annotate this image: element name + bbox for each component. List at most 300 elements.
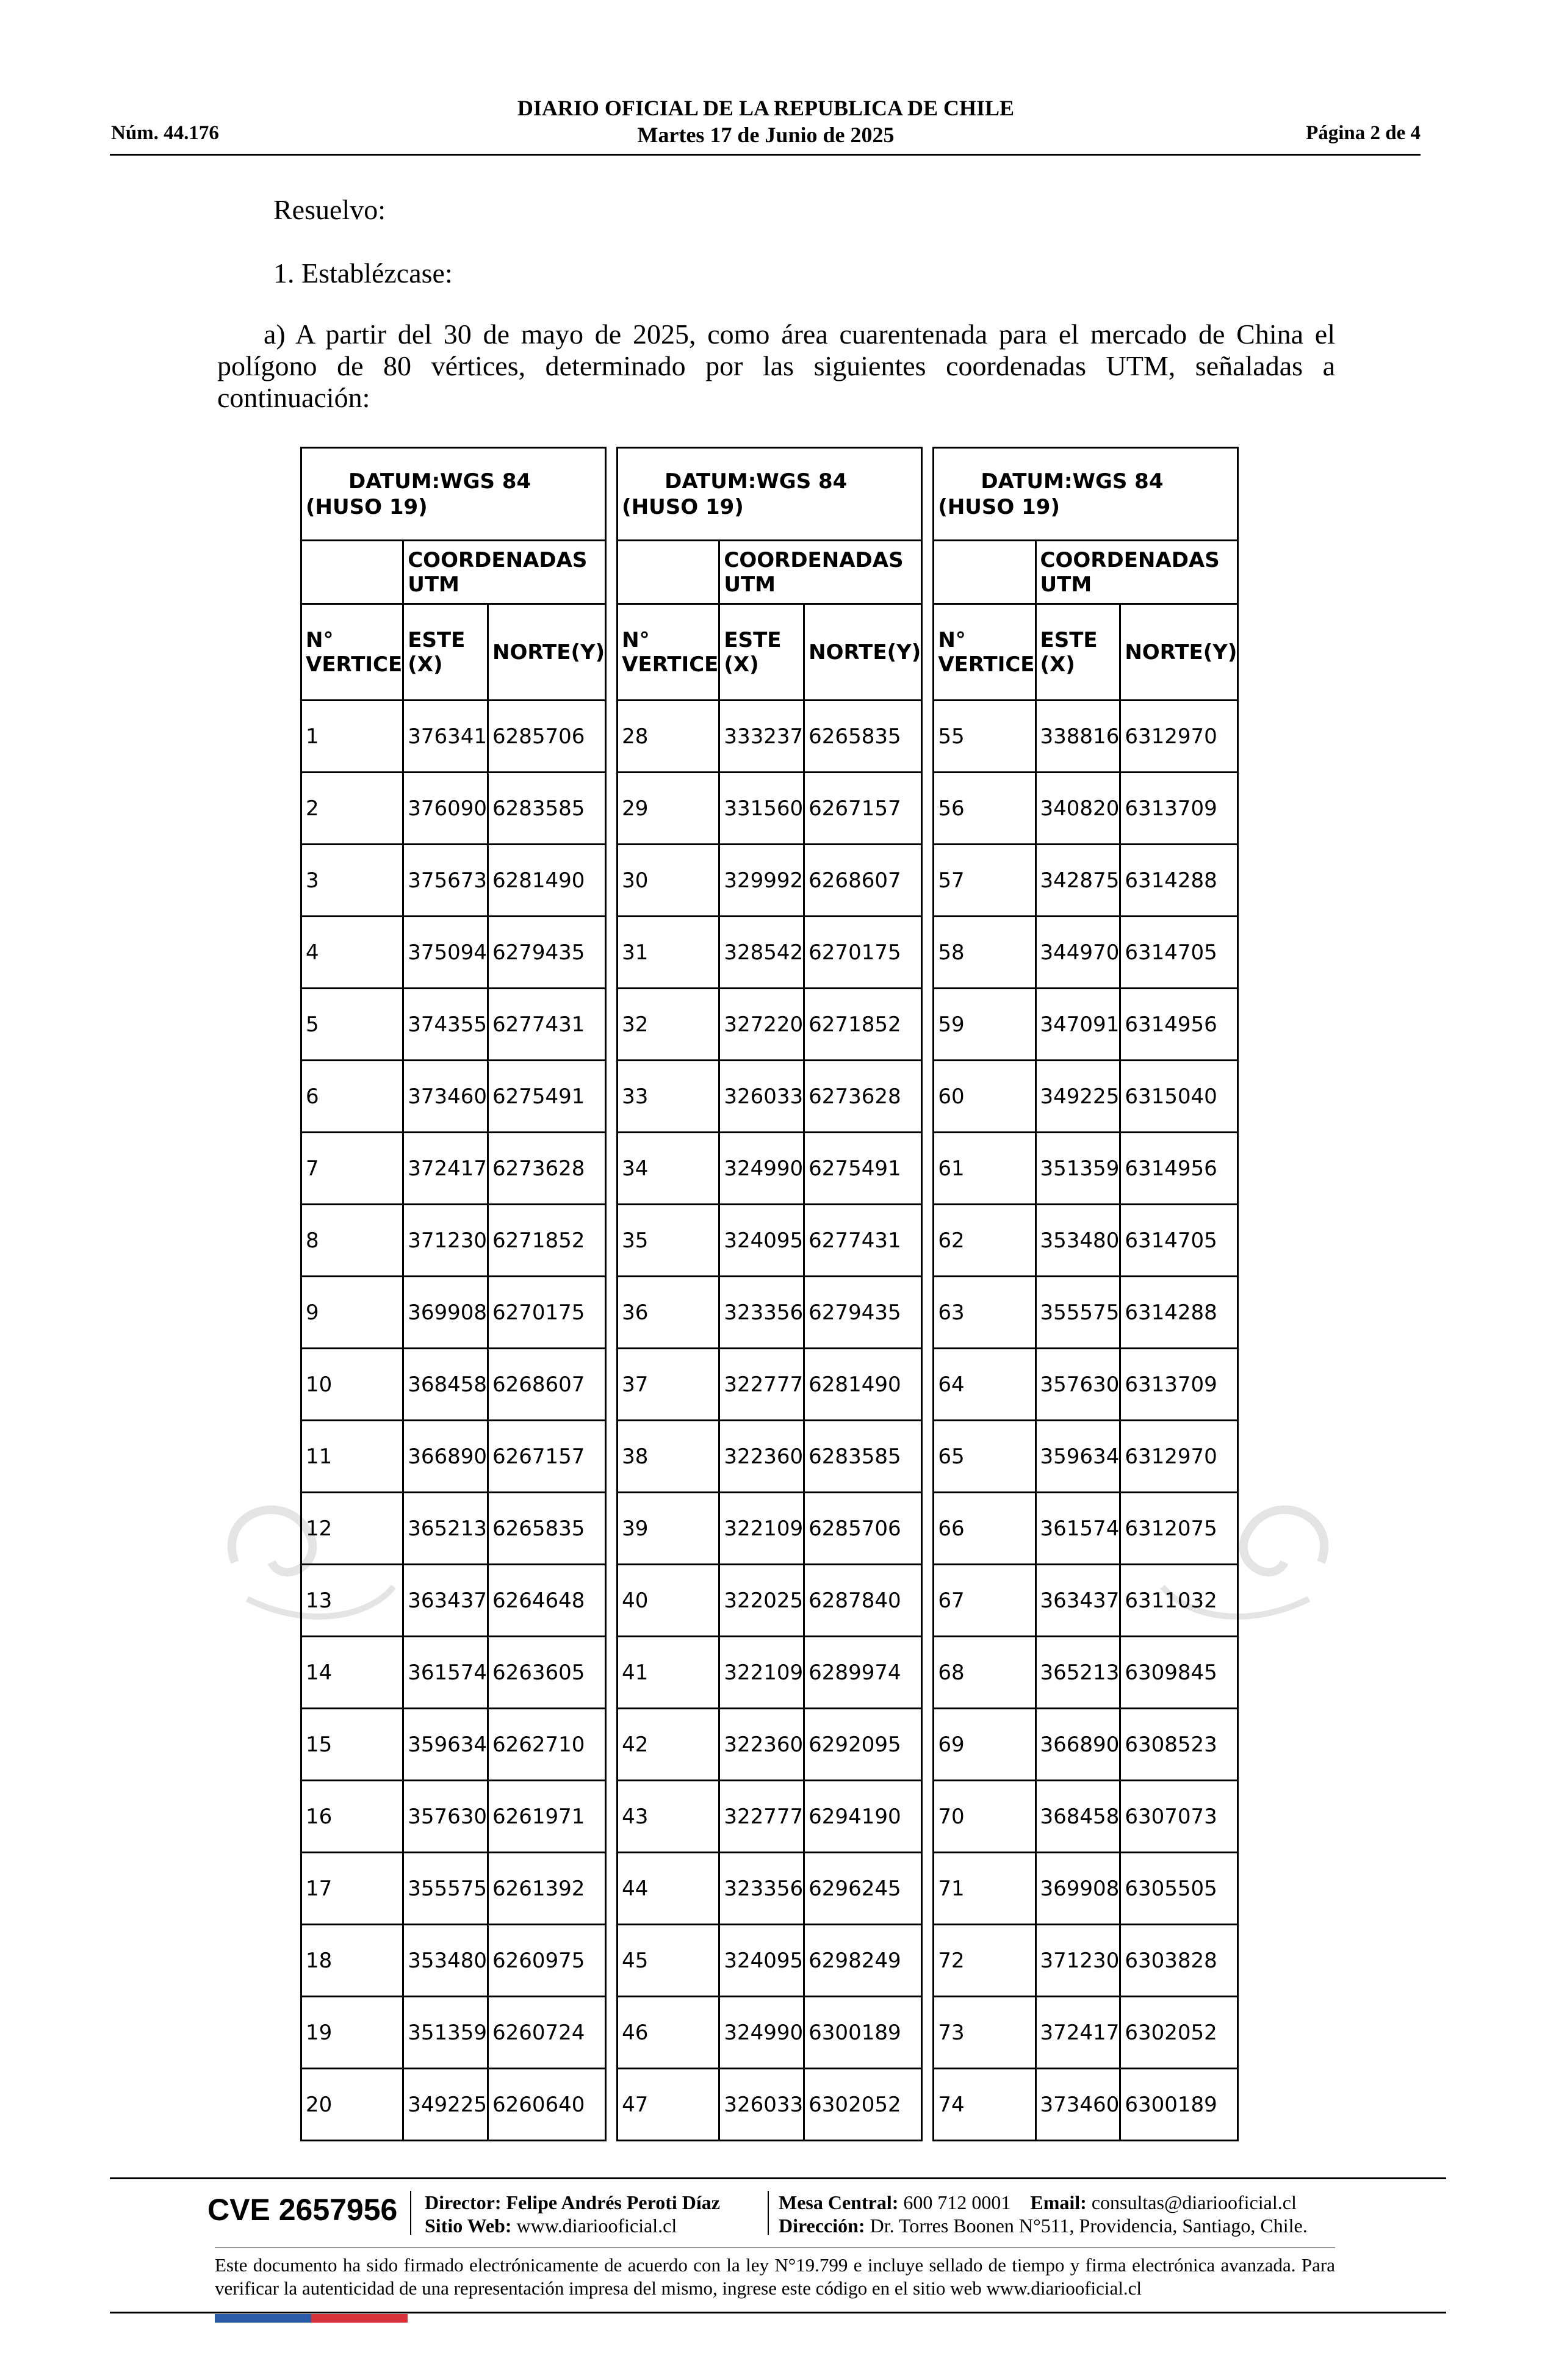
table-row — [301, 1493, 1238, 1565]
este-value: 333237 — [719, 701, 804, 773]
este-value: 366890 — [1036, 1709, 1120, 1781]
column-group-gap — [606, 448, 618, 541]
norte-value: 6268607 — [804, 845, 922, 917]
norte-value: 6314956 — [1120, 989, 1238, 1061]
norte-value: 6285706 — [804, 1493, 922, 1565]
vertice-number: 29 — [618, 773, 719, 845]
column-group-gap — [606, 845, 618, 917]
utm-label: UTM — [724, 572, 776, 597]
vertice-number: 16 — [301, 1781, 403, 1853]
email-link[interactable]: consultas@diariooficial.cl — [1091, 2191, 1297, 2213]
norte-value: 6314705 — [1120, 917, 1238, 989]
norte-value: 6270175 — [804, 917, 922, 989]
column-group-gap — [606, 541, 618, 604]
este-value: 363437 — [403, 1565, 488, 1637]
table-row — [301, 1349, 1238, 1421]
este-value: 351359 — [403, 1997, 488, 2069]
column-group-gap — [922, 1853, 934, 1925]
este-value: 368458 — [1036, 1781, 1120, 1853]
este-value: 324095 — [719, 1925, 804, 1997]
issue-number: Núm. 44.176 — [111, 122, 219, 144]
column-group-gap — [922, 1277, 934, 1349]
item-1: 1. Establézcase: — [273, 258, 453, 289]
column-group-gap — [606, 1349, 618, 1421]
table-row — [301, 1781, 1238, 1853]
column-group-gap — [606, 1421, 618, 1493]
este-value: 368458 — [403, 1349, 488, 1421]
este-value: 371230 — [1036, 1925, 1120, 1997]
este-value: 365213 — [403, 1493, 488, 1565]
empty-header-cell — [301, 541, 403, 604]
column-group-gap — [606, 1709, 618, 1781]
norte-value: 6309845 — [1120, 1637, 1238, 1709]
vertice-number: 30 — [618, 845, 719, 917]
vertice-number: 3 — [301, 845, 403, 917]
este-label-line2: (X) — [724, 652, 759, 677]
column-group-gap — [922, 2069, 934, 2141]
norte-value: 6313709 — [1120, 773, 1238, 845]
column-group-gap — [606, 1781, 618, 1853]
este-value: 322777 — [719, 1781, 804, 1853]
datum-label: DATUM:WGS 84 — [665, 469, 848, 494]
footer-divider-top — [110, 2177, 1446, 2179]
norte-value: 6314705 — [1120, 1205, 1238, 1277]
column-group-gap — [606, 1205, 618, 1277]
vertice-column-header — [301, 604, 403, 701]
norte-value: 6305505 — [1120, 1853, 1238, 1925]
norte-value: 6314288 — [1120, 1277, 1238, 1349]
table-row — [301, 845, 1238, 917]
norte-value: 6261971 — [488, 1781, 606, 1853]
este-value: 373460 — [403, 1061, 488, 1133]
este-value: 322360 — [719, 1709, 804, 1781]
vertice-number: 28 — [618, 701, 719, 773]
datum-header — [934, 448, 1238, 541]
column-group-gap — [606, 1133, 618, 1205]
flag-stripe-blue — [215, 2314, 311, 2323]
vertice-label-line2: VERTICE — [622, 652, 719, 677]
vertice-number: 20 — [301, 2069, 403, 2141]
vertice-label-line1: N° — [306, 627, 334, 652]
footer-separator — [768, 2191, 769, 2235]
norte-value: 6285706 — [488, 701, 606, 773]
column-group-gap — [606, 1277, 618, 1349]
vertice-number: 17 — [301, 1853, 403, 1925]
este-value: 328542 — [719, 917, 804, 989]
column-group-gap — [606, 701, 618, 773]
norte-value: 6311032 — [1120, 1565, 1238, 1637]
vertice-number: 40 — [618, 1565, 719, 1637]
footer-director-block — [425, 2191, 720, 2237]
paragraph-a: a) A partir del 30 de mayo de 2025, como área cuarentenada para el mercado de China el polígono de 80 vértices, determinado por las siguientes coordenadas UTM, señaladas a continuación: — [217, 319, 1335, 413]
header-row-columns — [301, 604, 1238, 701]
este-value: 349225 — [403, 2069, 488, 2141]
mesa-label: Mesa Central: — [779, 2191, 899, 2213]
vertice-number: 44 — [618, 1853, 719, 1925]
footer-separator — [410, 2191, 411, 2235]
este-value: 322025 — [719, 1565, 804, 1637]
norte-value: 6312075 — [1120, 1493, 1238, 1565]
norte-column-header: NORTE(Y) — [1120, 604, 1238, 701]
column-group-gap — [606, 1997, 618, 2069]
column-group-gap — [922, 1421, 934, 1493]
column-group-gap — [606, 773, 618, 845]
coordinates-table — [300, 447, 1239, 2141]
norte-value: 6307073 — [1120, 1781, 1238, 1853]
norte-value: 6312970 — [1120, 1421, 1238, 1493]
este-value: 322777 — [719, 1349, 804, 1421]
column-group-gap — [922, 1565, 934, 1637]
vertice-number: 63 — [934, 1277, 1036, 1349]
column-group-gap — [922, 1205, 934, 1277]
este-value: 372417 — [1036, 1997, 1120, 2069]
column-group-gap — [606, 1637, 618, 1709]
norte-value: 6261392 — [488, 1853, 606, 1925]
este-value: 369908 — [1036, 1853, 1120, 1925]
column-group-gap — [922, 1709, 934, 1781]
vertice-number: 37 — [618, 1349, 719, 1421]
este-label-line1: ESTE — [408, 627, 466, 652]
este-value: 323356 — [719, 1277, 804, 1349]
este-value: 376341 — [403, 701, 488, 773]
norte-value: 6313709 — [1120, 1349, 1238, 1421]
column-group-gap — [922, 541, 934, 604]
este-value: 351359 — [1036, 1133, 1120, 1205]
norte-value: 6277431 — [804, 1205, 922, 1277]
table-row — [301, 989, 1238, 1061]
este-value: 374355 — [403, 989, 488, 1061]
vertice-number: 19 — [301, 1997, 403, 2069]
norte-value: 6315040 — [1120, 1061, 1238, 1133]
este-value: 355575 — [403, 1853, 488, 1925]
este-value: 326033 — [719, 1061, 804, 1133]
vertice-number: 74 — [934, 2069, 1036, 2141]
column-group-gap — [606, 1925, 618, 1997]
coordenadas-label: COORDENADAS — [1040, 547, 1220, 572]
norte-value: 6267157 — [488, 1421, 606, 1493]
footer-divider-bottom — [110, 2312, 1446, 2313]
norte-value: 6264648 — [488, 1565, 606, 1637]
norte-value: 6283585 — [488, 773, 606, 845]
vertice-number: 46 — [618, 1997, 719, 2069]
norte-value: 6289974 — [804, 1637, 922, 1709]
column-group-gap — [922, 1637, 934, 1709]
este-value: 361574 — [1036, 1493, 1120, 1565]
vertice-number: 43 — [618, 1781, 719, 1853]
este-column-header — [719, 604, 804, 701]
vertice-number: 59 — [934, 989, 1036, 1061]
table-row — [301, 1421, 1238, 1493]
norte-value: 6263605 — [488, 1637, 606, 1709]
signature-note: Este documento ha sido firmado electrónicamente de acuerdo con la ley N°19.799 e incluye sellado de tiempo y firma electrónica avanzada. Para verificar la autenticidad de una representación impresa del mismo, ingrese este código en el sitio web www.diariooficial.cl — [215, 2254, 1335, 2299]
este-value: 359634 — [1036, 1421, 1120, 1493]
vertice-label-line2: VERTICE — [306, 652, 403, 677]
direccion-value: Dr. Torres Boonen N°511, Providencia, Santiago, Chile. — [870, 2215, 1308, 2237]
vertice-number: 35 — [618, 1205, 719, 1277]
vertice-number: 32 — [618, 989, 719, 1061]
table-row — [301, 1277, 1238, 1349]
column-group-gap — [922, 845, 934, 917]
vertice-number: 62 — [934, 1205, 1036, 1277]
table-row — [301, 1061, 1238, 1133]
vertice-number: 7 — [301, 1133, 403, 1205]
vertice-number: 60 — [934, 1061, 1036, 1133]
datum-header — [618, 448, 922, 541]
norte-value: 6262710 — [488, 1709, 606, 1781]
este-value: 347091 — [1036, 989, 1120, 1061]
empty-header-cell — [934, 541, 1036, 604]
este-value: 353480 — [1036, 1205, 1120, 1277]
norte-value: 6292095 — [804, 1709, 922, 1781]
norte-value: 6271852 — [488, 1205, 606, 1277]
vertice-number: 73 — [934, 1997, 1036, 2069]
norte-value: 6314956 — [1120, 1133, 1238, 1205]
norte-value: 6273628 — [804, 1061, 922, 1133]
resuelvo-heading: Resuelvo: — [273, 194, 386, 225]
este-value: 366890 — [403, 1421, 488, 1493]
vertice-number: 70 — [934, 1781, 1036, 1853]
este-value: 355575 — [1036, 1277, 1120, 1349]
vertice-label-line1: N° — [938, 627, 966, 652]
column-group-gap — [922, 989, 934, 1061]
vertice-number: 18 — [301, 1925, 403, 1997]
este-value: 344970 — [1036, 917, 1120, 989]
vertice-number: 15 — [301, 1709, 403, 1781]
huso-label: (HUSO 19) — [306, 494, 428, 519]
este-value: 327220 — [719, 989, 804, 1061]
vertice-number: 47 — [618, 2069, 719, 2141]
vertice-number: 31 — [618, 917, 719, 989]
table-row — [301, 1637, 1238, 1709]
datum-label: DATUM:WGS 84 — [981, 469, 1164, 494]
column-group-gap — [922, 701, 934, 773]
column-group-gap — [922, 1925, 934, 1997]
norte-value: 6260724 — [488, 1997, 606, 2069]
vertice-number: 69 — [934, 1709, 1036, 1781]
este-label-line1: ESTE — [1040, 627, 1098, 652]
norte-value: 6312970 — [1120, 701, 1238, 773]
director-value: Felipe Andrés Peroti Díaz — [506, 2191, 720, 2213]
este-value: 324990 — [719, 1133, 804, 1205]
este-label-line2: (X) — [1040, 652, 1075, 677]
norte-value: 6267157 — [804, 773, 922, 845]
empty-header-cell — [618, 541, 719, 604]
datum-header — [301, 448, 606, 541]
table-row — [301, 917, 1238, 989]
column-group-gap — [922, 1493, 934, 1565]
este-value: 349225 — [1036, 1061, 1120, 1133]
vertice-number: 72 — [934, 1925, 1036, 1997]
column-group-gap — [606, 2069, 618, 2141]
column-group-gap — [606, 1493, 618, 1565]
este-label-line2: (X) — [408, 652, 443, 677]
norte-value: 6268607 — [488, 1349, 606, 1421]
direccion-label: Dirección: — [779, 2215, 865, 2237]
table-row — [301, 2069, 1238, 2141]
column-group-gap — [606, 1061, 618, 1133]
table-row — [301, 1205, 1238, 1277]
norte-value: 6281490 — [488, 845, 606, 917]
web-label: Sitio Web: — [425, 2215, 512, 2237]
vertice-number: 10 — [301, 1349, 403, 1421]
vertice-number: 5 — [301, 989, 403, 1061]
coordenadas-label: COORDENADAS — [724, 547, 904, 572]
este-column-header — [403, 604, 488, 701]
utm-label: UTM — [408, 572, 459, 597]
table-row — [301, 1133, 1238, 1205]
vertice-number: 64 — [934, 1349, 1036, 1421]
huso-label: (HUSO 19) — [622, 494, 744, 519]
este-value: 372417 — [403, 1133, 488, 1205]
vertice-number: 1 — [301, 701, 403, 773]
este-value: 324095 — [719, 1205, 804, 1277]
norte-value: 6260640 — [488, 2069, 606, 2141]
este-value: 375094 — [403, 917, 488, 989]
norte-value: 6275491 — [488, 1061, 606, 1133]
vertice-number: 39 — [618, 1493, 719, 1565]
masthead — [0, 95, 1532, 148]
column-group-gap — [922, 917, 934, 989]
vertice-number: 65 — [934, 1421, 1036, 1493]
norte-value: 6271852 — [804, 989, 922, 1061]
este-value: 323356 — [719, 1853, 804, 1925]
table-row — [301, 701, 1238, 773]
vertice-column-header — [934, 604, 1036, 701]
column-group-gap — [922, 1349, 934, 1421]
este-value: 322109 — [719, 1493, 804, 1565]
norte-value: 6308523 — [1120, 1709, 1238, 1781]
norte-value: 6302052 — [804, 2069, 922, 2141]
vertice-number: 57 — [934, 845, 1036, 917]
norte-value: 6279435 — [804, 1277, 922, 1349]
vertice-number: 38 — [618, 1421, 719, 1493]
vertice-number: 56 — [934, 773, 1036, 845]
este-value: 331560 — [719, 773, 804, 845]
column-group-gap — [606, 1853, 618, 1925]
este-column-header — [1036, 604, 1120, 701]
norte-value: 6287840 — [804, 1565, 922, 1637]
este-value: 371230 — [403, 1205, 488, 1277]
norte-value: 6300189 — [804, 1997, 922, 2069]
este-value: 324990 — [719, 1997, 804, 2069]
vertice-number: 42 — [618, 1709, 719, 1781]
column-group-gap — [922, 1781, 934, 1853]
norte-value: 6294190 — [804, 1781, 922, 1853]
norte-value: 6314288 — [1120, 845, 1238, 917]
norte-value: 6281490 — [804, 1349, 922, 1421]
norte-value: 6275491 — [804, 1133, 922, 1205]
vertice-number: 71 — [934, 1853, 1036, 1925]
header-row-datum — [301, 448, 1238, 541]
norte-value: 6283585 — [804, 1421, 922, 1493]
norte-value: 6260975 — [488, 1925, 606, 1997]
este-value: 373460 — [1036, 2069, 1120, 2141]
masthead-title: DIARIO OFICIAL DE LA REPUBLICA DE CHILE — [517, 96, 1015, 120]
vertice-number: 61 — [934, 1133, 1036, 1205]
vertice-number: 36 — [618, 1277, 719, 1349]
cve-code: CVE 2657956 — [207, 2193, 398, 2227]
norte-column-header: NORTE(Y) — [488, 604, 606, 701]
table-row — [301, 773, 1238, 845]
column-group-gap — [922, 1133, 934, 1205]
vertice-number: 68 — [934, 1637, 1036, 1709]
coordenadas-header — [719, 541, 922, 604]
vertice-number: 2 — [301, 773, 403, 845]
table-row — [301, 1565, 1238, 1637]
column-group-gap — [922, 604, 934, 701]
vertice-number: 9 — [301, 1277, 403, 1349]
datum-label: DATUM:WGS 84 — [348, 469, 531, 494]
norte-value: 6298249 — [804, 1925, 922, 1997]
norte-value: 6265835 — [488, 1493, 606, 1565]
header-divider — [110, 154, 1421, 156]
vertice-number: 8 — [301, 1205, 403, 1277]
norte-value: 6296245 — [804, 1853, 922, 1925]
utm-label: UTM — [1040, 572, 1092, 597]
huso-label: (HUSO 19) — [938, 494, 1060, 519]
norte-value: 6270175 — [488, 1277, 606, 1349]
column-group-gap — [922, 1061, 934, 1133]
este-value: 353480 — [403, 1925, 488, 1997]
coordenadas-header — [1036, 541, 1238, 604]
este-value: 329992 — [719, 845, 804, 917]
norte-column-header: NORTE(Y) — [804, 604, 922, 701]
column-group-gap — [606, 917, 618, 989]
este-value: 375673 — [403, 845, 488, 917]
vertice-number: 58 — [934, 917, 1036, 989]
footer-divider-mid — [215, 2247, 1335, 2248]
web-link[interactable]: www.diariooficial.cl — [516, 2215, 677, 2237]
este-value: 359634 — [403, 1709, 488, 1781]
norte-value: 6300189 — [1120, 2069, 1238, 2141]
este-value: 322360 — [719, 1421, 804, 1493]
norte-value: 6302052 — [1120, 1997, 1238, 2069]
este-value: 357630 — [1036, 1349, 1120, 1421]
vertice-number: 41 — [618, 1637, 719, 1709]
vertice-number: 12 — [301, 1493, 403, 1565]
column-group-gap — [606, 989, 618, 1061]
norte-value: 6277431 — [488, 989, 606, 1061]
este-value: 342875 — [1036, 845, 1120, 917]
table-row — [301, 1925, 1238, 1997]
este-value: 376090 — [403, 773, 488, 845]
masthead-date: Martes 17 de Junio de 2025 — [637, 123, 895, 147]
este-value: 326033 — [719, 2069, 804, 2141]
vertice-number: 67 — [934, 1565, 1036, 1637]
table-row — [301, 1853, 1238, 1925]
vertice-number: 14 — [301, 1637, 403, 1709]
director-label: Director: — [425, 2191, 502, 2213]
este-value: 361574 — [403, 1637, 488, 1709]
vertice-number: 45 — [618, 1925, 719, 1997]
mesa-value: 600 712 0001 — [903, 2191, 1011, 2213]
table-row — [301, 1709, 1238, 1781]
table-row — [301, 1997, 1238, 2069]
vertice-label-line1: N° — [622, 627, 650, 652]
este-value: 357630 — [403, 1781, 488, 1853]
vertice-number: 55 — [934, 701, 1036, 773]
este-value: 365213 — [1036, 1637, 1120, 1709]
este-value: 363437 — [1036, 1565, 1120, 1637]
page-indicator: Página 2 de 4 — [1306, 122, 1421, 144]
flag-stripe-red — [311, 2314, 408, 2323]
vertice-number: 13 — [301, 1565, 403, 1637]
coordenadas-label: COORDENADAS — [408, 547, 588, 572]
footer-contact-block — [779, 2191, 1308, 2237]
column-group-gap — [606, 1565, 618, 1637]
norte-value: 6303828 — [1120, 1925, 1238, 1997]
email-label: Email: — [1030, 2191, 1087, 2213]
